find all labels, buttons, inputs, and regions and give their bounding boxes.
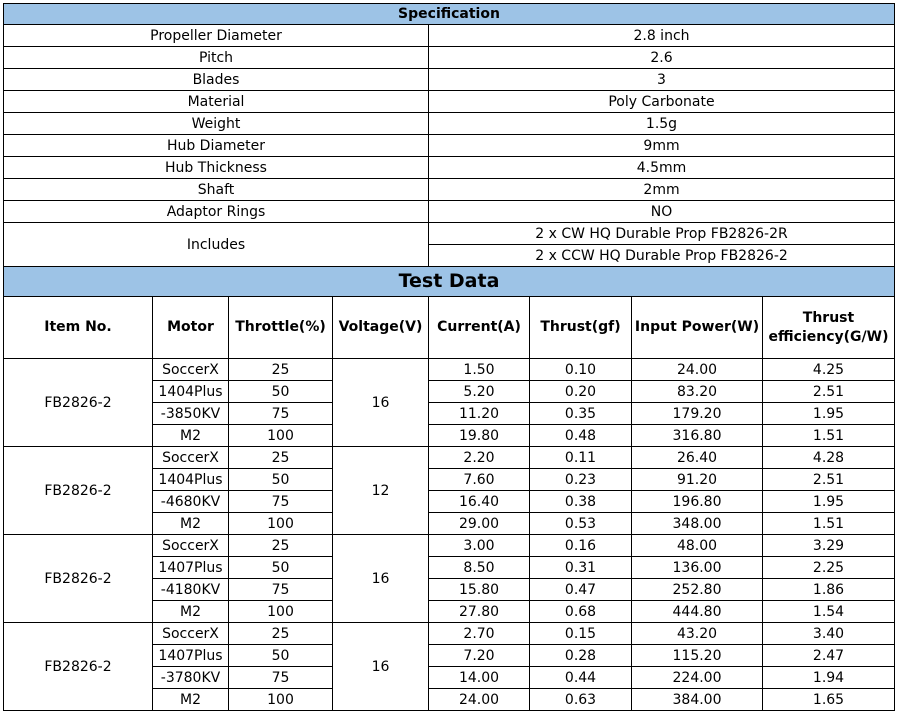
power-cell: 91.20 — [632, 469, 763, 491]
efficiency-cell: 1.86 — [763, 579, 895, 601]
throttle-cell: 50 — [229, 381, 333, 403]
test-header-row — [4, 297, 895, 359]
item-no: FB2826-2 — [4, 623, 153, 711]
motor-cell: M2 — [153, 513, 229, 535]
thrust-cell: 0.53 — [530, 513, 632, 535]
efficiency-cell: 1.54 — [763, 601, 895, 623]
motor-cell: SoccerX — [153, 535, 229, 557]
efficiency-cell: 1.65 — [763, 689, 895, 711]
spec-row — [4, 135, 895, 157]
motor-cell: M2 — [153, 425, 229, 447]
spec-value: 2.6 — [429, 47, 895, 69]
current-cell: 8.50 — [429, 557, 530, 579]
spec-value: 2 x CW HQ Durable Prop FB2826-2R — [429, 223, 895, 245]
efficiency-cell: 2.47 — [763, 645, 895, 667]
efficiency-cell: 2.51 — [763, 469, 895, 491]
efficiency-cell: 1.51 — [763, 425, 895, 447]
spec-row — [4, 91, 895, 113]
column-header: Motor — [153, 297, 229, 359]
voltage-cell: 16 — [333, 623, 429, 711]
column-header: Throttle(%) — [229, 297, 333, 359]
throttle-cell: 25 — [229, 535, 333, 557]
power-cell: 26.40 — [632, 447, 763, 469]
spec-value: 2mm — [429, 179, 895, 201]
spec-value: 1.5g — [429, 113, 895, 135]
motor-cell: SoccerX — [153, 623, 229, 645]
column-header: Item No. — [4, 297, 153, 359]
throttle-cell: 100 — [229, 689, 333, 711]
throttle-cell: 50 — [229, 469, 333, 491]
throttle-cell: 75 — [229, 403, 333, 425]
table-row — [4, 447, 895, 469]
spec-value: Poly Carbonate — [429, 91, 895, 113]
spec-label: Hub Thickness — [4, 157, 429, 179]
column-header: Voltage(V) — [333, 297, 429, 359]
spec-label: Propeller Diameter — [4, 25, 429, 47]
table-row — [4, 623, 895, 645]
column-header: Thrust efficiency(G/W) — [763, 297, 895, 359]
thrust-cell: 0.44 — [530, 667, 632, 689]
spec-label: Includes — [4, 223, 429, 267]
efficiency-cell: 1.51 — [763, 513, 895, 535]
power-cell: 196.80 — [632, 491, 763, 513]
motor-cell: M2 — [153, 689, 229, 711]
thrust-cell: 0.10 — [530, 359, 632, 381]
motor-cell: -3850KV — [153, 403, 229, 425]
power-cell: 384.00 — [632, 689, 763, 711]
thrust-cell: 0.47 — [530, 579, 632, 601]
motor-cell: -4680KV — [153, 491, 229, 513]
thrust-cell: 0.11 — [530, 447, 632, 469]
column-header: Thrust(gf) — [530, 297, 632, 359]
spec-value: NO — [429, 201, 895, 223]
throttle-cell: 100 — [229, 601, 333, 623]
throttle-cell: 100 — [229, 425, 333, 447]
spec-row — [4, 69, 895, 91]
motor-cell: 1407Plus — [153, 557, 229, 579]
thrust-cell: 0.38 — [530, 491, 632, 513]
table-row — [4, 359, 895, 381]
current-cell: 7.60 — [429, 469, 530, 491]
current-cell: 11.20 — [429, 403, 530, 425]
thrust-cell: 0.48 — [530, 425, 632, 447]
motor-cell: SoccerX — [153, 359, 229, 381]
power-cell: 316.80 — [632, 425, 763, 447]
column-header: Current(A) — [429, 297, 530, 359]
spec-row — [4, 113, 895, 135]
spec-row — [4, 223, 895, 245]
throttle-cell: 25 — [229, 447, 333, 469]
power-cell: 252.80 — [632, 579, 763, 601]
thrust-cell: 0.20 — [530, 381, 632, 403]
current-cell: 2.70 — [429, 623, 530, 645]
current-cell: 5.20 — [429, 381, 530, 403]
efficiency-cell: 4.28 — [763, 447, 895, 469]
power-cell: 444.80 — [632, 601, 763, 623]
throttle-cell: 50 — [229, 645, 333, 667]
motor-cell: -3780KV — [153, 667, 229, 689]
efficiency-cell: 3.29 — [763, 535, 895, 557]
spec-row — [4, 157, 895, 179]
spec-label: Adaptor Rings — [4, 201, 429, 223]
column-header: Input Power(W) — [632, 297, 763, 359]
throttle-cell: 75 — [229, 491, 333, 513]
spec-row — [4, 201, 895, 223]
current-cell: 27.80 — [429, 601, 530, 623]
voltage-cell: 16 — [333, 535, 429, 623]
thrust-cell: 0.63 — [530, 689, 632, 711]
motor-cell: SoccerX — [153, 447, 229, 469]
motor-cell: 1404Plus — [153, 469, 229, 491]
power-cell: 136.00 — [632, 557, 763, 579]
power-cell: 348.00 — [632, 513, 763, 535]
efficiency-cell: 1.95 — [763, 491, 895, 513]
test-data-title: Test Data — [4, 267, 895, 297]
throttle-cell: 25 — [229, 623, 333, 645]
efficiency-cell: 1.95 — [763, 403, 895, 425]
current-cell: 1.50 — [429, 359, 530, 381]
spec-value: 3 — [429, 69, 895, 91]
power-cell: 224.00 — [632, 667, 763, 689]
thrust-cell: 0.35 — [530, 403, 632, 425]
voltage-cell: 12 — [333, 447, 429, 535]
item-no: FB2826-2 — [4, 535, 153, 623]
item-no: FB2826-2 — [4, 359, 153, 447]
table-row — [4, 535, 895, 557]
spec-value: 4.5mm — [429, 157, 895, 179]
spec-label: Weight — [4, 113, 429, 135]
thrust-cell: 0.16 — [530, 535, 632, 557]
efficiency-cell: 4.25 — [763, 359, 895, 381]
throttle-cell: 75 — [229, 579, 333, 601]
spec-row — [4, 179, 895, 201]
throttle-cell: 50 — [229, 557, 333, 579]
power-cell: 83.20 — [632, 381, 763, 403]
efficiency-cell: 2.25 — [763, 557, 895, 579]
motor-cell: M2 — [153, 601, 229, 623]
thrust-cell: 0.28 — [530, 645, 632, 667]
efficiency-cell: 1.94 — [763, 667, 895, 689]
current-cell: 2.20 — [429, 447, 530, 469]
thrust-cell: 0.68 — [530, 601, 632, 623]
efficiency-cell: 3.40 — [763, 623, 895, 645]
current-cell: 24.00 — [429, 689, 530, 711]
motor-cell: 1407Plus — [153, 645, 229, 667]
current-cell: 3.00 — [429, 535, 530, 557]
spec-label: Material — [4, 91, 429, 113]
spec-value: 9mm — [429, 135, 895, 157]
spec-label: Shaft — [4, 179, 429, 201]
throttle-cell: 100 — [229, 513, 333, 535]
throttle-cell: 25 — [229, 359, 333, 381]
current-cell: 29.00 — [429, 513, 530, 535]
power-cell: 43.20 — [632, 623, 763, 645]
efficiency-cell: 2.51 — [763, 381, 895, 403]
thrust-cell: 0.23 — [530, 469, 632, 491]
current-cell: 16.40 — [429, 491, 530, 513]
power-cell: 48.00 — [632, 535, 763, 557]
spec-value: 2 x CCW HQ Durable Prop FB2826-2 — [429, 245, 895, 267]
thrust-cell: 0.31 — [530, 557, 632, 579]
spec-test-table — [3, 3, 895, 711]
motor-cell: -4180KV — [153, 579, 229, 601]
voltage-cell: 16 — [333, 359, 429, 447]
power-cell: 24.00 — [632, 359, 763, 381]
item-no: FB2826-2 — [4, 447, 153, 535]
spec-row — [4, 47, 895, 69]
spec-label: Blades — [4, 69, 429, 91]
current-cell: 14.00 — [429, 667, 530, 689]
thrust-cell: 0.15 — [530, 623, 632, 645]
power-cell: 179.20 — [632, 403, 763, 425]
spec-label: Pitch — [4, 47, 429, 69]
spec-label: Hub Diameter — [4, 135, 429, 157]
current-cell: 7.20 — [429, 645, 530, 667]
motor-cell: 1404Plus — [153, 381, 229, 403]
power-cell: 115.20 — [632, 645, 763, 667]
spec-row — [4, 25, 895, 47]
current-cell: 19.80 — [429, 425, 530, 447]
spec-value: 2.8 inch — [429, 25, 895, 47]
specification-title: Specification — [4, 4, 895, 25]
throttle-cell: 75 — [229, 667, 333, 689]
current-cell: 15.80 — [429, 579, 530, 601]
